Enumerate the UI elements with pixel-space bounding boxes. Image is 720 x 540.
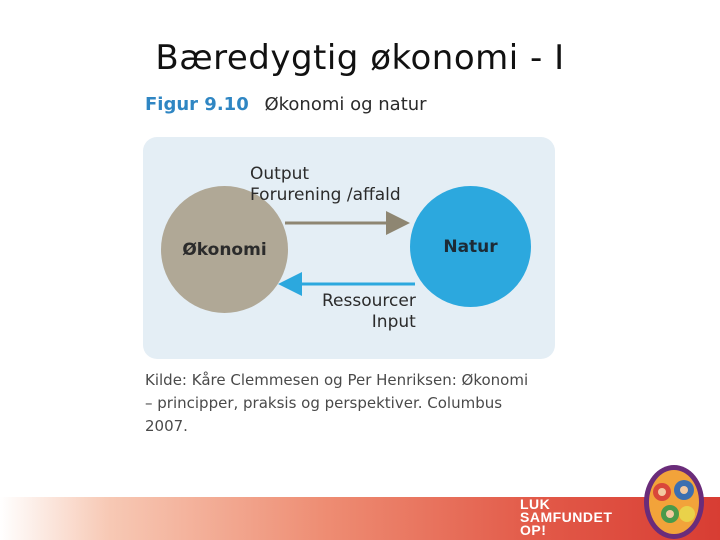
logo-line-1: LUK — [520, 496, 551, 512]
source-line2: – principper, praksis og perspektiver. Columbus — [145, 394, 503, 412]
economy-label: Økonomi — [182, 239, 267, 260]
input-label-line1: Ressourcer — [322, 291, 416, 311]
input-arrow-label — [322, 291, 416, 333]
footer-logo-text — [520, 498, 612, 537]
nature-node — [410, 186, 531, 307]
footer-logo-badge — [640, 462, 708, 540]
slide-title: Bæredygtig økonomi - I — [155, 38, 565, 78]
logo-line-2: SAMFUNDET — [520, 509, 613, 525]
logo-line-3: OP! — [520, 522, 547, 538]
output-label-line1: Output — [250, 164, 310, 184]
input-label-line2: Input — [371, 312, 416, 332]
source-line1: Kilde: Kåre Clemmesen og Per Henriksen: Økonomi — [145, 371, 529, 389]
figure-label: Figur 9.10 — [145, 94, 249, 115]
nature-label: Natur — [443, 236, 498, 257]
output-label-line2: Forurening /affald — [250, 185, 401, 205]
figure-source — [145, 369, 565, 438]
figure-title: Økonomi og natur — [264, 94, 427, 115]
output-arrow-label — [250, 164, 401, 206]
source-line3: 2007. — [145, 417, 188, 435]
